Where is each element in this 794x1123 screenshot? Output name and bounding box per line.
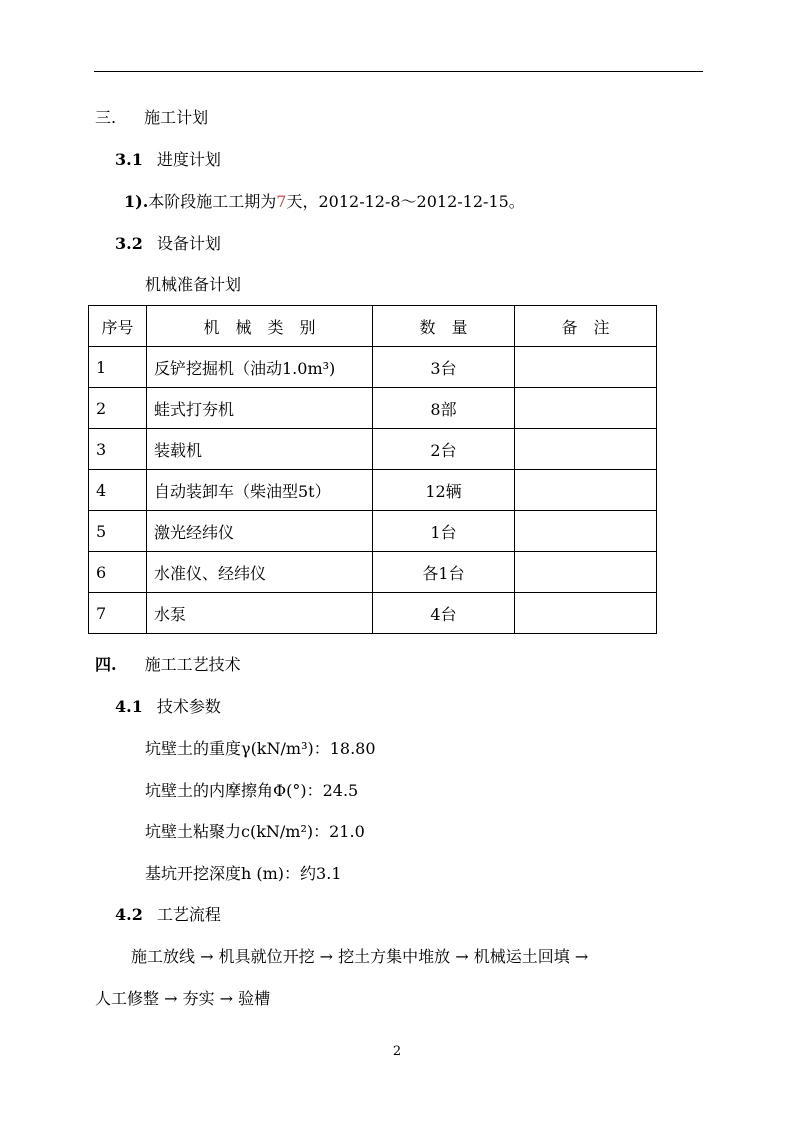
table-row	[89, 593, 657, 634]
section-number: 3.1	[115, 150, 143, 169]
section-title: 进度计划	[156, 150, 221, 169]
cell-index: 7	[89, 593, 147, 634]
section-number: 3.2	[115, 234, 143, 253]
cell-remark	[515, 388, 657, 429]
param-line: 坑壁土的重度γ(kN/m³)：18.80	[145, 739, 376, 758]
section-4-heading	[95, 655, 241, 675]
header-cell: 机 械 类 别	[147, 306, 373, 347]
cell-remark	[515, 593, 657, 634]
cell-quantity: 8部	[373, 388, 515, 429]
cell-remark	[515, 429, 657, 470]
section-3-2-heading	[115, 234, 221, 254]
section-number: 四.	[95, 655, 117, 674]
param-line: 坑壁土粘聚力c(kN/m²)：21.0	[145, 822, 365, 841]
cell-type: 反铲挖掘机（油动1.0m³)	[147, 347, 373, 388]
section-4-1-heading	[115, 697, 221, 717]
table-header-row	[89, 306, 657, 347]
schedule-text-b: 天，2012-12-8～2012-12-15。	[286, 192, 525, 211]
param-line: 基坑开挖深度h (m)：约3.1	[145, 864, 342, 883]
section-number: 三.	[95, 108, 117, 127]
cell-index: 1	[89, 347, 147, 388]
cell-quantity: 4台	[373, 593, 515, 634]
cell-type: 激光经纬仪	[147, 511, 373, 552]
table-row	[89, 347, 657, 388]
cell-quantity: 2台	[373, 429, 515, 470]
flow-line: 人工修整 → 夯实 → 验槽	[95, 989, 271, 1008]
cell-type: 水泵	[147, 593, 373, 634]
cell-remark	[515, 552, 657, 593]
table-caption: 机械准备计划	[145, 275, 242, 294]
cell-quantity: 各1台	[373, 552, 515, 593]
section-4-2-heading	[115, 905, 221, 925]
cell-index: 2	[89, 388, 147, 429]
flow-line: 施工放线 → 机具就位开挖 → 挖土方集中堆放 → 机械运土回填 →	[131, 947, 589, 966]
section-3-heading	[95, 108, 208, 128]
schedule-text-a: 本阶段施工工期为	[148, 192, 277, 211]
cell-type: 水准仪、经纬仪	[147, 552, 373, 593]
schedule-days: 7	[276, 192, 287, 211]
header-cell: 备 注	[515, 306, 657, 347]
section-title: 工艺流程	[156, 905, 221, 924]
cell-quantity: 3台	[373, 347, 515, 388]
table-row	[89, 552, 657, 593]
cell-index: 4	[89, 470, 147, 511]
cell-remark	[515, 347, 657, 388]
table-row	[89, 511, 657, 552]
table-row	[89, 470, 657, 511]
header-rule	[94, 71, 703, 72]
cell-quantity: 1台	[373, 511, 515, 552]
list-marker: 1).	[124, 192, 149, 211]
section-number: 4.1	[115, 697, 143, 716]
page-number: 2	[392, 1044, 402, 1059]
param-line: 坑壁土的内摩擦角Φ(°)：24.5	[145, 781, 359, 800]
section-number: 4.2	[115, 905, 143, 924]
cell-remark	[515, 470, 657, 511]
section-title: 设备计划	[156, 234, 221, 253]
table-row	[89, 388, 657, 429]
cell-index: 5	[89, 511, 147, 552]
cell-index: 6	[89, 552, 147, 593]
section-title: 技术参数	[156, 697, 221, 716]
table-row	[89, 429, 657, 470]
header-cell: 序号	[89, 306, 147, 347]
section-title: 施工工艺技术	[144, 655, 241, 674]
cell-remark	[515, 511, 657, 552]
schedule-paragraph	[124, 192, 525, 212]
cell-type: 装载机	[147, 429, 373, 470]
cell-type: 自动装卸车（柴油型5t）	[147, 470, 373, 511]
equipment-table	[88, 305, 657, 634]
section-3-1-heading	[115, 150, 221, 170]
cell-index: 3	[89, 429, 147, 470]
header-cell: 数 量	[373, 306, 515, 347]
cell-quantity: 12辆	[373, 470, 515, 511]
cell-type: 蛙式打夯机	[147, 388, 373, 429]
section-title: 施工计划	[144, 108, 209, 127]
